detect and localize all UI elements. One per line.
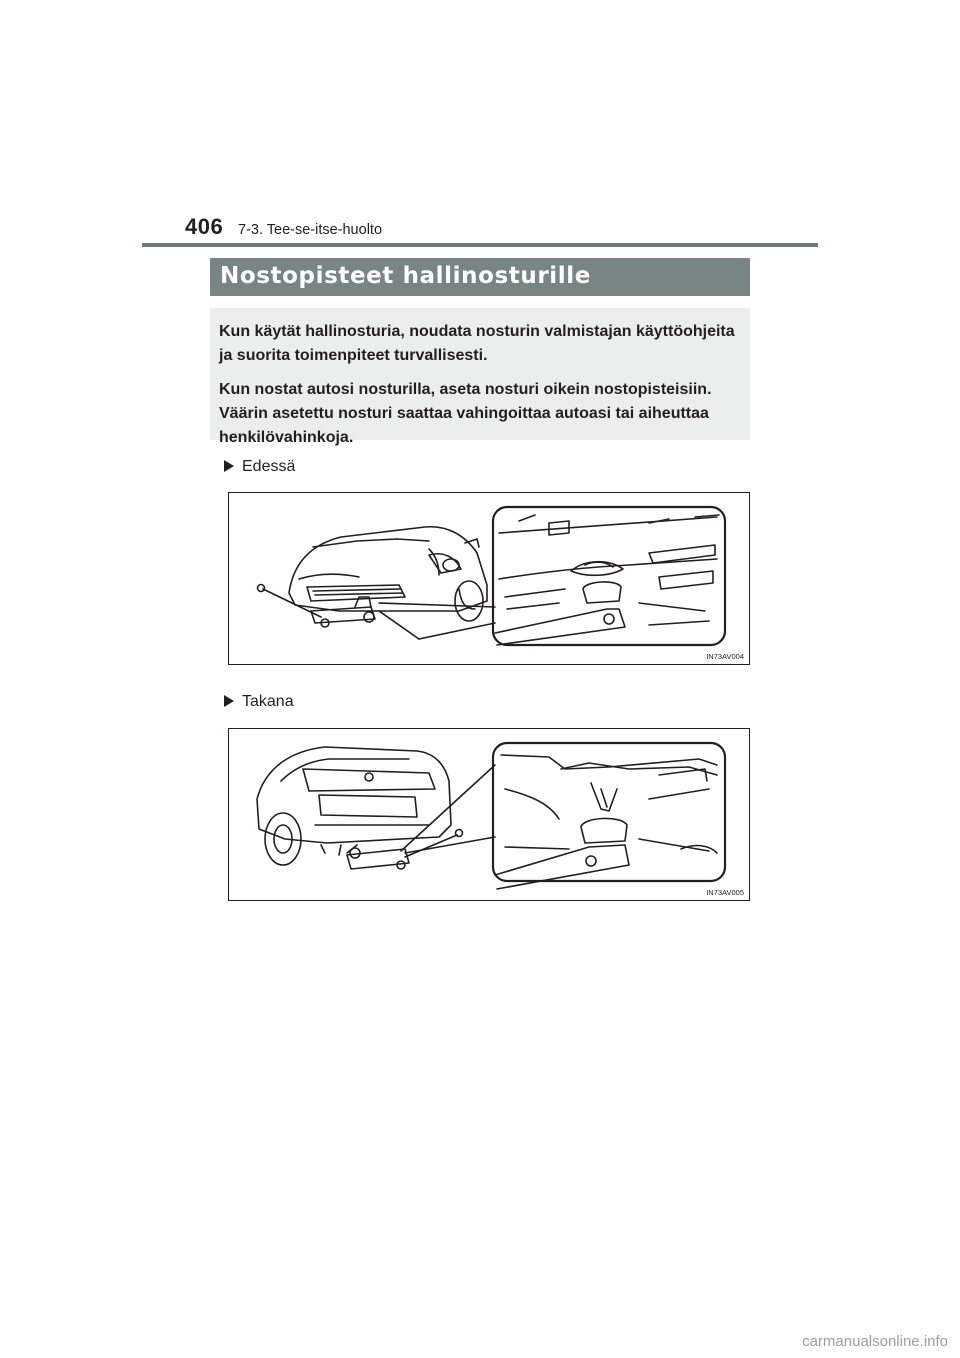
figure-front: [228, 492, 750, 665]
front-jack-illustration: [229, 493, 751, 666]
bullet-front: [224, 458, 295, 476]
triangle-bullet-icon: [224, 695, 234, 707]
section-title: Nostopisteet hallinosturille: [210, 258, 750, 296]
rear-jack-illustration: [229, 729, 751, 902]
intro-paragraph-2: Kun nostat autosi nosturilla, aseta nosturi oikein nostopisteisiin. Väärin asetettu nosturi saattaa vahingoittaa autoasi tai aiheuttaa henkilövahinkoja.: [219, 381, 712, 446]
bullet-front-label: Edessä: [242, 458, 296, 475]
figure-rear-code: IN73AV005: [706, 888, 744, 897]
intro-paragraph-1: Kun käytät hallinosturia, noudata nosturin valmistajan käyttöohjeita ja suorita toimenpiteet turvallisesti.: [219, 323, 735, 364]
watermark: carmanualsonline.info: [802, 1333, 948, 1350]
bullet-rear-label: Takana: [242, 693, 294, 710]
chapter-title: 7-3. Tee-se-itse-huolto: [238, 222, 383, 238]
bullet-rear: [224, 693, 294, 711]
page-number: 406: [185, 214, 224, 239]
intro-box: [210, 308, 750, 446]
figure-front-code: IN73AV004: [706, 652, 744, 661]
header-rule: [142, 243, 818, 247]
figure-rear: [228, 728, 750, 901]
triangle-bullet-icon: [224, 460, 234, 472]
